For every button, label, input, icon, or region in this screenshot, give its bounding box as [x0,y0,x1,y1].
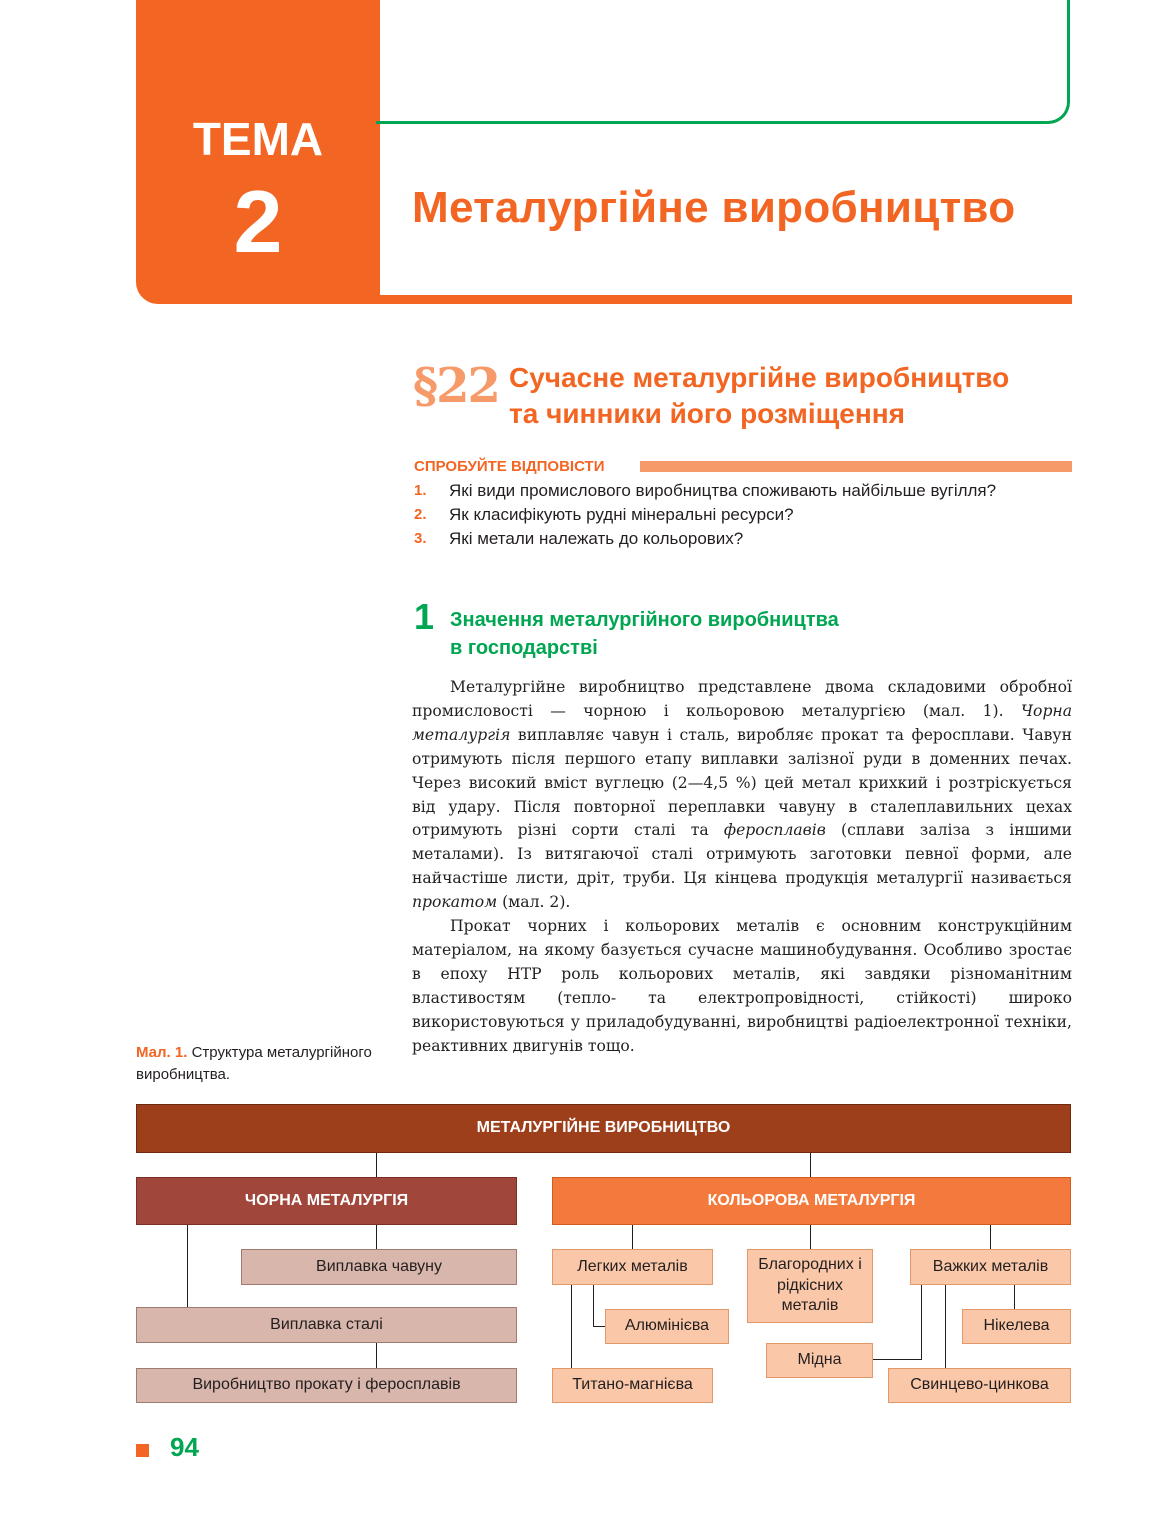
try-answer-bar [640,461,1072,472]
lead-zinc-box: Свинцево-цинкова [888,1368,1071,1403]
connector [376,1225,377,1249]
connector [810,1153,811,1177]
topic-number: 2 [233,172,283,271]
connector [873,1359,922,1360]
topic-label: ТЕМА [192,113,324,165]
aluminum-box: Алюмінієва [605,1309,729,1344]
diagram-root: МЕТАЛУРГІЙНЕ ВИРОБНИЦТВО [136,1104,1071,1153]
figure-caption [136,1042,386,1086]
caption-text: Структура металургійного виробництва. [136,1044,372,1083]
paragraph-title-line1: Сучасне металургійне виробництво [509,362,1010,393]
connector [593,1326,605,1327]
page-number: 94 [170,1432,199,1462]
light-metals-box: Легких металів [552,1249,713,1285]
connector [945,1285,946,1368]
paragraph-number: §22 [413,358,499,414]
connector [810,1225,811,1249]
connector [990,1225,991,1249]
connector [593,1285,594,1327]
try-answer-heading: СПРОБУЙТЕ ВІДПОВІСТИ [414,458,605,475]
question-text: Які метали належать до кольорових? [449,529,744,548]
heavy-metals-box: Важких металів [910,1249,1071,1285]
section-number: 1 [414,596,435,637]
paragraph-title-line2: та чинники його розміщення [509,398,905,429]
titanium-magnesium-box: Титано-магнієва [552,1368,713,1403]
header-frame [376,0,1070,124]
header-rule [376,295,1072,304]
connector [921,1285,922,1360]
steel-smelting-box: Виплавка сталі [136,1307,517,1343]
question-number: 3. [414,530,427,547]
question-number: 1. [414,482,427,499]
body-paragraph-2: Прокат чорних і кольорових металів є основним конструкційним матеріалом, на якому базується сучасне машинобудування. Особливо зростає в епоху НТР роль кольорових металів, які завдяки різноманітним властивостям (тепло- та електропровідності, стійкості) широко використовуються у приладобудуванні, виробництві радіоелектронної техніки, реактивних двигунів тощо. [412,917,1072,1055]
section-title-line2: в господарстві [450,637,598,659]
body-text [412,676,1072,1059]
section-title-line1: Значення металургійного виробництва [450,609,839,631]
term-ferroalloys: феросплавів [723,821,826,840]
topic-title: Металургійне виробництво [412,183,1016,232]
connector [571,1285,572,1368]
caption-label: Мал. 1. [136,1044,188,1061]
term-ferrous-metallurgy: Чорна металургія [412,701,1072,744]
page-marker [136,1444,149,1457]
term-rolled-metal: прокатом [412,893,498,912]
connector [632,1225,633,1249]
copper-box: Мідна [766,1343,873,1378]
connector [1014,1285,1015,1309]
question-text: Як класифікують рудні мінеральні ресурси? [449,505,794,524]
body-paragraph-1: Металургійне виробництво представлене двома складовими обробної промисловості — чорною і кольоровою металургією (мал. 1). Чорна металургія виплавляє чавун і сталь, виробляє прокат та феросплави. Чавун отримують після першого етапу виплавки залізної руди в доменних печах. Через високий вміст вуглецю (2—4,5 %) цей метал крихкий і розтріскується від удару. Після повторної переплавки чавуну в сталеплавильних цехах отримують різні сорти сталі та феросплавів (сплави заліза з іншими металами). Із витягаючої сталі отримують заготовки певної форми, але найчастіше листи, дріт, труби. Ця кінцева продукція металургії називається прокатом (мал. 2). [412,678,1073,912]
question-text: Які види промислового виробництва споживають найбільше вугілля? [449,481,997,500]
nickel-box: Нікелева [962,1309,1071,1344]
connector [376,1343,377,1368]
ferrous-metallurgy-box: ЧОРНА МЕТАЛУРГІЯ [136,1177,517,1225]
noble-rare-metals-box: Благородних і рідкісних металів [747,1249,873,1323]
cast-iron-smelting-box: Виплавка чавуну [241,1249,517,1285]
nonferrous-metallurgy-box: КОЛЬОРОВА МЕТАЛУРГІЯ [552,1177,1071,1225]
connector [376,1153,377,1177]
rolled-metal-production-box: Виробництво прокату і феросплавів [136,1368,517,1403]
connector [187,1225,188,1307]
question-number: 2. [414,506,427,523]
